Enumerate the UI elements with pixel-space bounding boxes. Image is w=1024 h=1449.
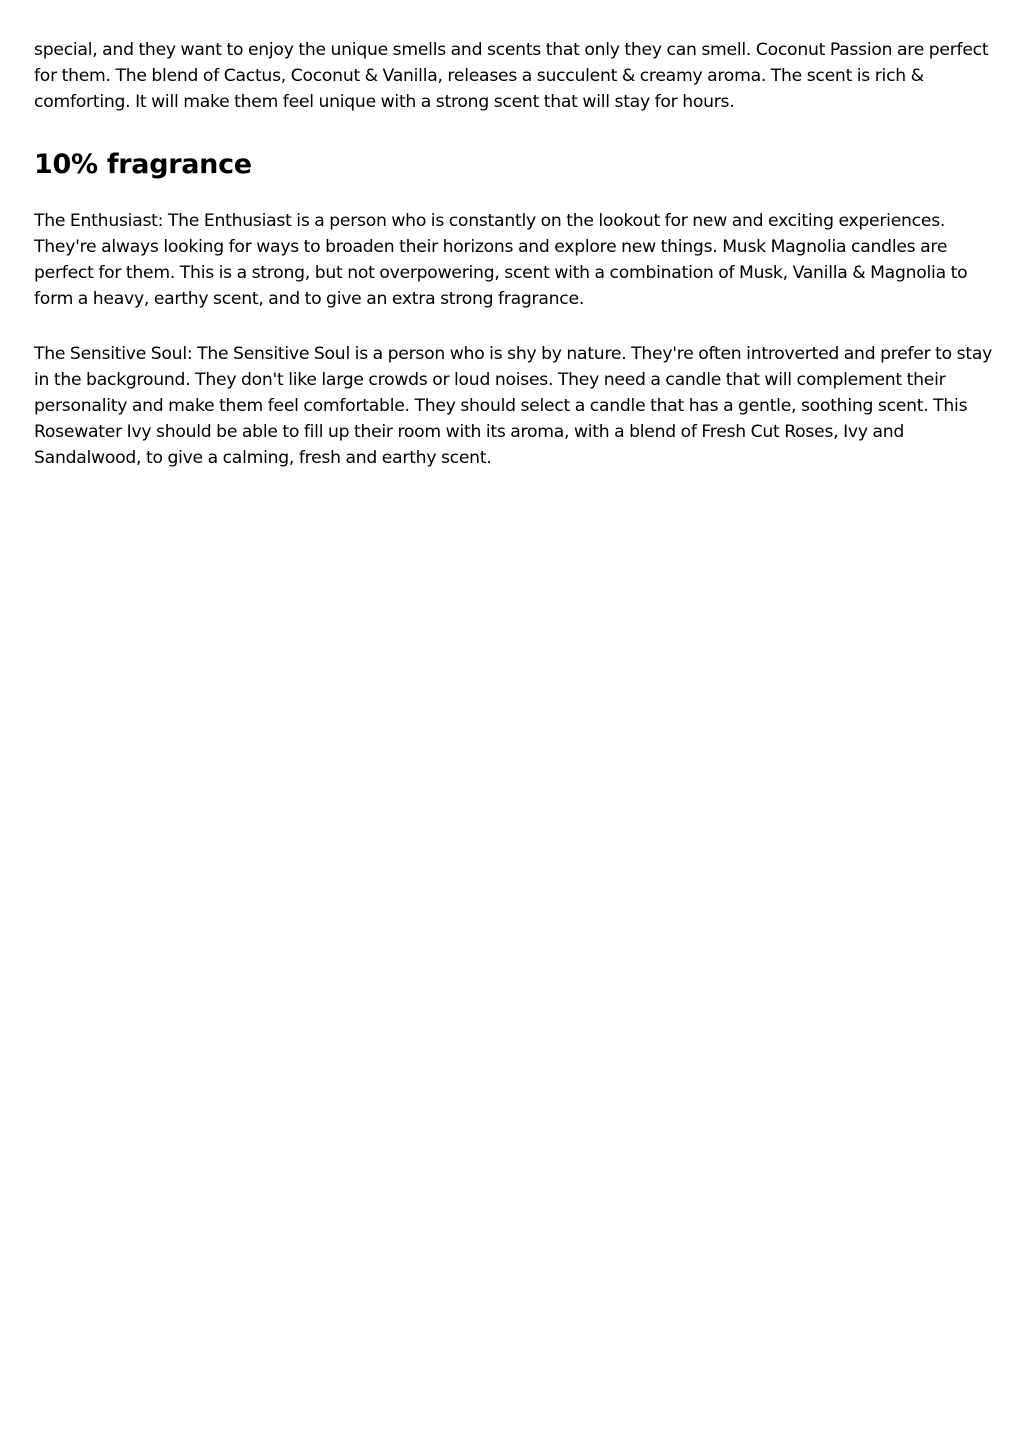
paragraph-sensitive-soul: The Sensitive Soul: The Sensitive Soul is a person who is shy by nature. They're often introverted and prefer to stay in the background. They don't like large crowds or loud noises. They need a candle that will complement their personality and make them feel comfortable. They should select a candle that has a gentle, soothing scent. This Rosewater Ivy should be able to fill up their room with its aroma, with a blend of Fresh Cut Roses, Ivy and Sandalwood, to give a calming, fresh and earthy scent. bbox=[34, 344, 993, 468]
intro-paragraph: special, and they want to enjoy the unique smells and scents that only they can smell. Coconut Passion are perfect for them. The blend of Cactus, Coconut & Vanilla, releases a succulent & creamy aroma. The scent is rich & comforting. It will make them feel unique with a strong scent that will stay for hours. bbox=[34, 40, 989, 112]
document-body bbox=[34, 37, 994, 471]
paragraph-enthusiast: The Enthusiast: The Enthusiast is a person who is constantly on the lookout for new and exciting experiences. They're always looking for ways to broaden their horizons and explore new things. Musk Magnolia candles are perfect for them. This is a strong, but not overpowering, scent with a combination of Musk, Vanilla & Magnolia to form a heavy, earthy scent, and to give an extra strong fragrance. bbox=[34, 211, 968, 309]
section-heading: 10% fragrance bbox=[34, 149, 252, 180]
